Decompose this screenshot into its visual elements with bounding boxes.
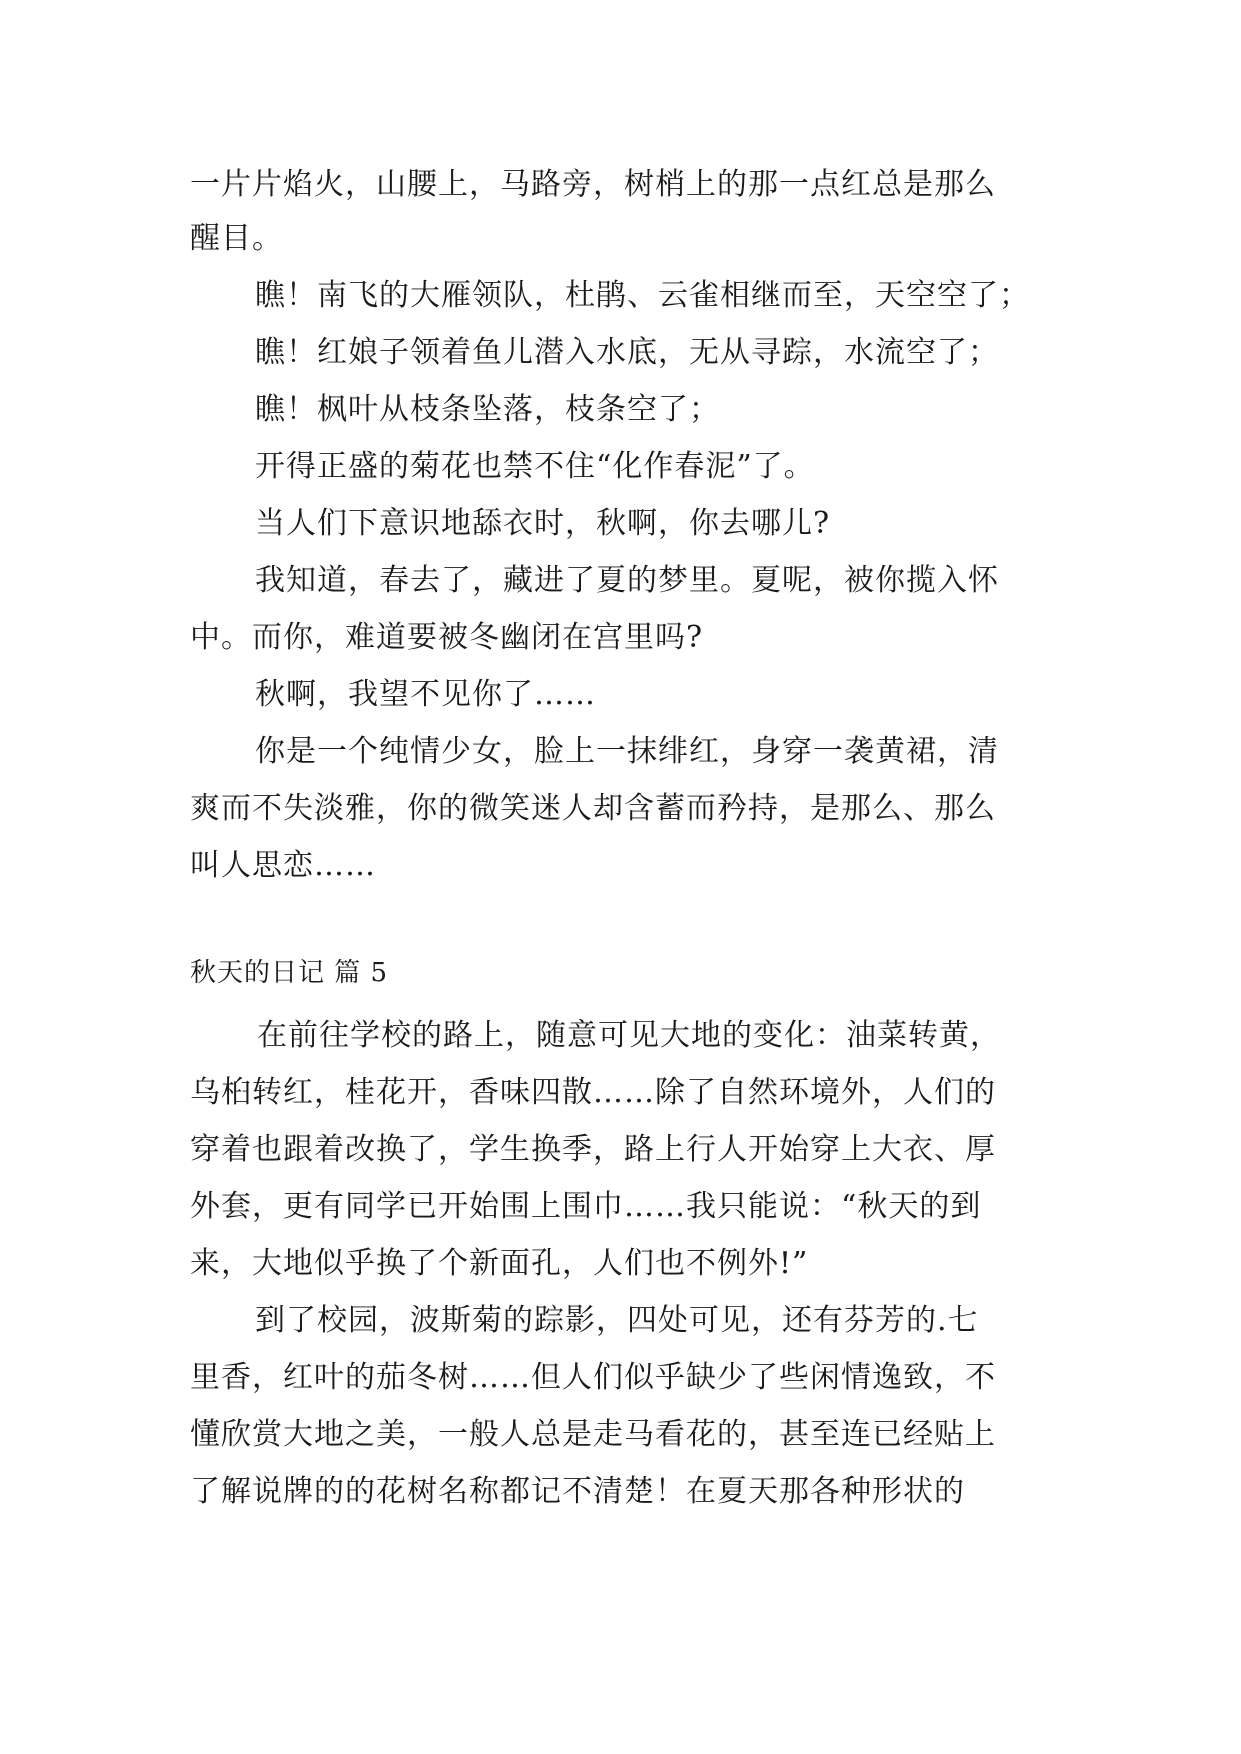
paragraph-line: 瞧！枫叶从枝条坠落，枝条空了； [255,392,720,427]
paragraph-line: 懂欣赏大地之美，一般人总是走马看花的，甚至连已经贴上 [190,1417,996,1452]
paragraph-line: 中。而你，难道要被冬幽闭在宫里吗? [190,620,704,655]
paragraph-line: 爽而不失淡雅，你的微笑迷人却含蓄而矜持，是那么、那么 [190,791,996,826]
paragraph-line: 瞧！红娘子领着鱼儿潜入水底，无从寻踪，水流空了； [255,335,999,370]
paragraph-line: 乌桕转红，桂花开，香味四散……除了自然环境外，人们的 [190,1075,996,1110]
paragraph-line: 醒目。 [190,221,283,256]
paragraph-line: 穿着也跟着改换了，学生换季，路上行人开始穿上大衣、厚 [190,1132,996,1167]
paragraph-line: 了解说牌的的花树名称都记不清楚！在夏天那各种形状的 [190,1474,965,1509]
section-heading: 秋天的日记 篇 5 [190,958,389,988]
paragraph-line: 开得正盛的菊花也禁不住“化作春泥”了。 [255,449,815,484]
paragraph-line: 你是一个纯情少女，脸上一抹绯红，身穿一袭黄裙，清 [255,734,999,769]
paragraph-line: 当人们下意识地舔衣时，秋啊，你去哪儿? [255,506,831,541]
paragraph-line: 到了校园，波斯菊的踪影，四处可见，还有芬芳的.七 [255,1303,979,1338]
paragraph-line: 瞧！南飞的大雁领队，杜鹃、云雀相继而至，天空空了； [255,278,1030,313]
paragraph-line: 外套，更有同学已开始围上围巾……我只能说：“秋天的到 [190,1189,982,1224]
paragraph-line: 来，大地似乎换了个新面孔，人们也不例外!” [190,1246,809,1281]
paragraph-line: 我知道，春去了，藏进了夏的梦里。夏呢，被你揽入怀 [255,563,999,598]
paragraph-line: 在前往学校的路上，随意可见大地的变化：油菜转黄， [257,1018,1001,1053]
paragraph-line: 一片片焰火，山腰上，马路旁，树梢上的那一点红总是那么 [190,167,996,202]
paragraph-line: 秋啊，我望不见你了…… [255,677,596,712]
paragraph-line: 叫人思恋…… [190,848,376,883]
paragraph-line: 里香，红叶的茄冬树……但人们似乎缺少了些闲情逸致，不 [190,1360,996,1395]
